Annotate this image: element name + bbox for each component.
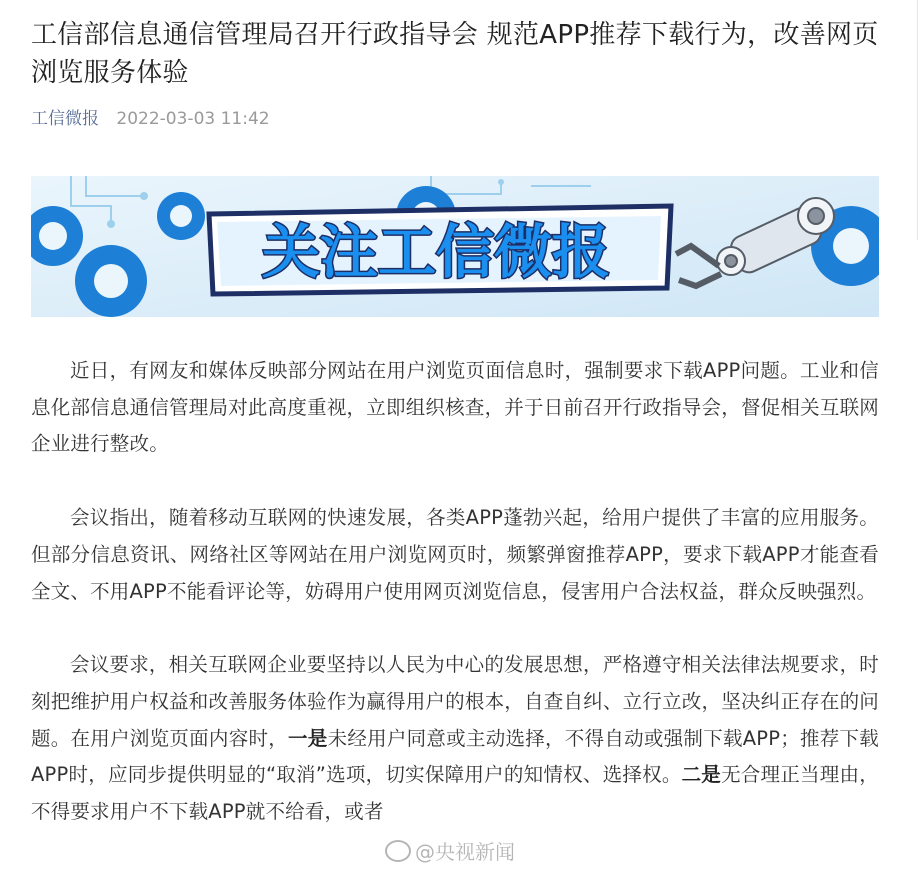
article bbox=[31, 0, 879, 831]
paragraph-text: 会议要求，相关互联网企业要坚持以人民为中心的发展思想，严格遵守相关法律法规要求，时刻把维护用户权益和改善服务体验作为赢得用户的根本，自查自纠、立行立改，坚决纠正存在的问题。在用户浏览页面内容时， bbox=[31, 653, 879, 750]
watermark bbox=[385, 838, 515, 866]
banner-image bbox=[31, 176, 879, 317]
article-source-link[interactable]: 工信微报 bbox=[31, 109, 99, 129]
scrollbar-edge[interactable] bbox=[917, 0, 922, 240]
bold-marker: 二是 bbox=[681, 763, 722, 787]
article-datetime: 2022-03-03 11:42 bbox=[116, 109, 270, 129]
paragraph-text: 无合理正当理由，不得要求用户不下载APP就不给看，或者 bbox=[31, 763, 879, 824]
weibo-logo-icon bbox=[385, 840, 411, 862]
paragraph bbox=[31, 353, 879, 463]
watermark-text: @央视新闻 bbox=[415, 840, 515, 864]
paragraph bbox=[31, 500, 879, 610]
paragraph-text: 未经用户同意或主动选择，不得自动或强制下载APP；推荐下载APP时，应同步提供明显的“取消”选项，切实保障用户的知情权、选择权。 bbox=[31, 726, 879, 787]
paragraph-text: 近日，有网友和媒体反映部分网站在用户浏览页面信息时，强制要求下载APP问题。工业和信息化部信息通信管理局对此高度重视，立即组织核查，并于日前召开行政指导会，督促相关互联网企业进行整改。 bbox=[31, 359, 879, 456]
article-title: 工信部信息通信管理局召开行政指导会 规范APP推荐下载行为，改善网页浏览服务体验 bbox=[31, 20, 879, 88]
paragraph-text: 会议指出，随着移动互联网的快速发展，各类APP蓬勃兴起，给用户提供了丰富的应用服务。但部分信息资讯、网络社区等网站在用户浏览网页时，频繁弹窗推荐APP，要求下载APP才能查看全文、不用APP不能看评论等，妨碍用户使用网页浏览信息，侵害用户合法权益，群众反映强烈。 bbox=[31, 506, 879, 603]
article-meta bbox=[31, 106, 879, 132]
bold-marker: 一是 bbox=[288, 726, 328, 750]
banner-text: 关注工信微报 bbox=[261, 218, 611, 286]
paragraph bbox=[31, 647, 879, 831]
